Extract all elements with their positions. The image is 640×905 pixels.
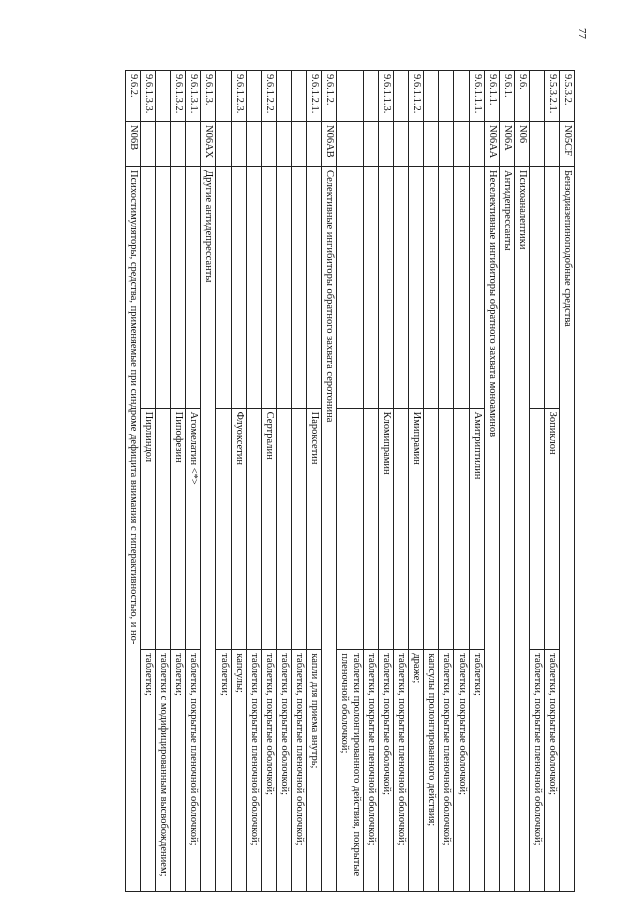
row-number [394,71,409,122]
drug-name: Пипофезин [171,408,186,650]
row-number [337,71,364,122]
dosage-form: таблетки; [216,650,231,892]
group-cell-empty [364,167,379,409]
dosage-form: таблетки, покрытые пленочной оболочкой; [246,650,261,892]
drug-name: Пароксетин [306,408,321,650]
group-name: Психоаналептики [514,167,529,892]
dosage-form: капсулы; [231,650,246,892]
table-row [216,71,231,892]
row-number: 9.6.1. [499,71,514,122]
group-cell-empty [439,167,454,409]
atc-code [156,122,171,167]
group-cell-empty [231,167,246,409]
group-cell-empty [337,167,364,409]
dosage-form: таблетки с модифицированным высвобождением; [156,650,171,892]
atc-code [306,122,321,167]
table-row [424,71,439,892]
drug-name [439,408,454,650]
row-number: 9.5.3.2. [559,71,574,122]
atc-code [469,122,484,167]
drug-name [394,408,409,650]
group-cell-empty [409,167,424,409]
drug-name [529,408,544,650]
dosage-form: таблетки, покрытые пленочной оболочкой; [394,650,409,892]
atc-code [337,122,364,167]
group-cell-empty [261,167,276,409]
rotated-table-container [85,70,575,892]
row-number: 9.6.1.3. [201,71,216,122]
table-row [321,71,336,892]
atc-code [439,122,454,167]
drug-name [454,408,469,650]
group-name: Другие антидепрессанты [201,167,216,892]
table-row [499,71,514,892]
atc-code [231,122,246,167]
drug-name [291,408,306,650]
dosage-form: таблетки пролонгированного действия, покрытые пленочной оболочкой; [337,650,364,892]
row-number [364,71,379,122]
row-number: 9.6.1.1. [484,71,499,122]
group-cell-empty [544,167,559,409]
row-number: 9.6. [514,71,529,122]
group-cell-empty [529,167,544,409]
atc-code: N06AB [321,122,336,167]
row-number [216,71,231,122]
drug-name: Флуоксетин [231,408,246,650]
atc-code [291,122,306,167]
group-cell-empty [186,167,201,409]
drug-name [246,408,261,650]
atc-code [424,122,439,167]
atc-code [409,122,424,167]
drug-list-table [125,70,575,892]
drug-name [337,408,364,650]
table-row [439,71,454,892]
drug-name: Агомелатин <*> [186,408,201,650]
drug-name: Кломипрамин [379,408,394,650]
row-number: 9.6.1.1.2. [409,71,424,122]
group-name: Бензодиазепиноподобные средства [559,167,574,892]
atc-code: N06B [126,122,141,167]
group-cell-empty [306,167,321,409]
atc-code [171,122,186,167]
table-row [394,71,409,892]
atc-code [364,122,379,167]
atc-code [454,122,469,167]
atc-code [261,122,276,167]
drug-name: Сертралин [261,408,276,650]
row-number [529,71,544,122]
drug-name [424,408,439,650]
dosage-form: таблетки, покрытые оболочкой; [454,650,469,892]
table-row [469,71,484,892]
atc-code [186,122,201,167]
dosage-form: таблетки; [171,650,186,892]
atc-code [379,122,394,167]
table-row [291,71,306,892]
group-cell-empty [454,167,469,409]
drug-name: Имипрамин [409,408,424,650]
table-row [559,71,574,892]
atc-code [216,122,231,167]
group-cell-empty [216,167,231,409]
table-row [261,71,276,892]
group-cell-empty [156,167,171,409]
atc-code [246,122,261,167]
atc-code [394,122,409,167]
page-number: 77 [576,28,588,39]
table-row [156,71,171,892]
group-name: Селективные ингибиторы обратного захвата серотонина [321,167,336,892]
row-number: 9.6.1.2. [321,71,336,122]
group-name: Психостимуляторы, средства, применяемые при синдроме дефицита внимания с гиперактивностью, и но- [126,167,141,892]
atc-code: N06A [499,122,514,167]
row-number [291,71,306,122]
table-row [306,71,321,892]
dosage-form: таблетки, покрытые пленочной оболочкой; [291,650,306,892]
dosage-form: таблетки, покрытые пленочной оболочкой; [364,650,379,892]
row-number: 9.6.1.3.3. [141,71,156,122]
table-row [171,71,186,892]
group-name: Неселективные ингибиторы обратного захвата моноаминов [484,167,499,892]
table-row [454,71,469,892]
atc-code [276,122,291,167]
atc-code [141,122,156,167]
drug-name: Амитриптилин [469,408,484,650]
drug-name [276,408,291,650]
group-cell-empty [171,167,186,409]
row-number: 9.6.1.2.1. [306,71,321,122]
dosage-form: капли для приема внутрь; [306,650,321,892]
table-row [126,71,141,892]
dosage-form: драже; [409,650,424,892]
drug-name: Зопиклон [544,408,559,650]
dosage-form: таблетки, покрытые пленочной оболочкой; [529,650,544,892]
atc-code [529,122,544,167]
table-row [484,71,499,892]
table-row [544,71,559,892]
group-cell-empty [394,167,409,409]
drug-name [364,408,379,650]
atc-code [544,122,559,167]
table-row [409,71,424,892]
row-number: 9.6.1.2.3. [231,71,246,122]
row-number: 9.6.1.2.2. [261,71,276,122]
row-number [424,71,439,122]
table-row [246,71,261,892]
group-cell-empty [291,167,306,409]
row-number: 9.6.1.3.2. [171,71,186,122]
group-cell-empty [469,167,484,409]
table-row [231,71,246,892]
dosage-form: таблетки; [141,650,156,892]
group-cell-empty [276,167,291,409]
row-number [246,71,261,122]
dosage-form: таблетки, покрытые пленочной оболочкой; [439,650,454,892]
table-row [337,71,364,892]
dosage-form: таблетки, покрытые оболочкой; [261,650,276,892]
row-number: 9.6.1.1.3. [379,71,394,122]
table-row [201,71,216,892]
dosage-form: таблетки; [469,650,484,892]
atc-code: N06AA [484,122,499,167]
table-row [141,71,156,892]
row-number: 9.6.1.1.1. [469,71,484,122]
drug-name: Пирлиндол [141,408,156,650]
dosage-form: таблетки, покрытые пленочной оболочкой; [186,650,201,892]
atc-code: N06 [514,122,529,167]
dosage-form: капсулы пролонгированного действия; [424,650,439,892]
drug-name [156,408,171,650]
row-number [156,71,171,122]
row-number: 9.5.3.2.1. [544,71,559,122]
dosage-form: таблетки, покрытые оболочкой; [379,650,394,892]
group-cell-empty [424,167,439,409]
table-row [276,71,291,892]
dosage-form: таблетки, покрытые оболочкой; [544,650,559,892]
row-number [276,71,291,122]
group-cell-empty [141,167,156,409]
table-row [529,71,544,892]
table-row [379,71,394,892]
group-name: Антидепрессанты [499,167,514,892]
group-cell-empty [246,167,261,409]
row-number [439,71,454,122]
drug-name [216,408,231,650]
atc-code: N05CF [559,122,574,167]
group-cell-empty [379,167,394,409]
table-row [364,71,379,892]
row-number: 9.6.2. [126,71,141,122]
dosage-form: таблетки, покрытые оболочкой; [276,650,291,892]
table-row [186,71,201,892]
row-number [454,71,469,122]
atc-code: N06AX [201,122,216,167]
row-number: 9.6.1.3.1. [186,71,201,122]
table-row [514,71,529,892]
